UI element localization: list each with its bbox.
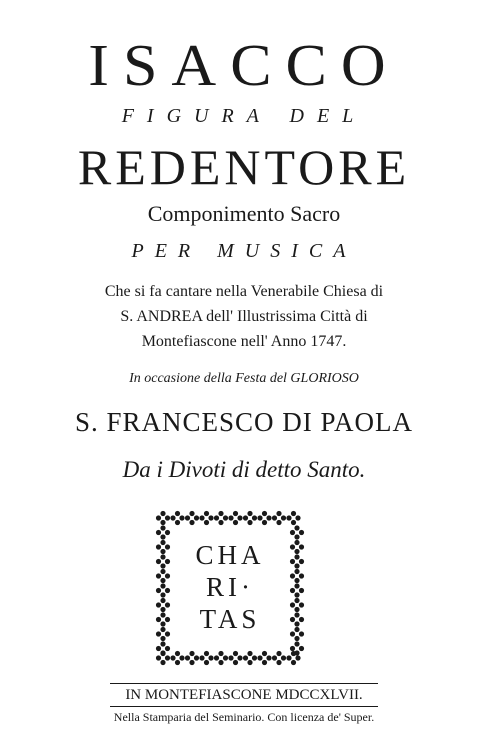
imprint-rule-middle <box>110 706 378 707</box>
occasion-line: In occasione della Festa del GLORIOSO <box>129 371 359 386</box>
fleuron-icon <box>185 651 199 665</box>
body-line-3: Montefiascone nell' Anno 1747. <box>141 333 347 350</box>
subtitle-figura: FIGURA DEL <box>121 105 367 127</box>
fleuron-icon <box>156 525 170 539</box>
fleuron-icon <box>214 651 228 665</box>
fleuron-icon <box>243 511 257 525</box>
genre-line: Componimento Sacro <box>147 201 341 226</box>
emblem-line-3: TAS <box>199 604 261 634</box>
imprint-place: IN MONTEFIASCONE MDCCXLVII. <box>125 687 363 703</box>
fleuron-icon <box>257 651 271 665</box>
emblem-line-2: RI· <box>206 572 254 602</box>
fleuron-icon <box>272 511 286 525</box>
body-line-2: S. ANDREA dell' Illustrissima Città di <box>120 308 368 325</box>
saint-name: S. FRANCESCO DI PAOLA <box>74 407 414 437</box>
fleuron-icon <box>156 511 170 525</box>
fleuron-icon <box>185 511 199 525</box>
fleuron-icon <box>199 651 213 665</box>
charitas-emblem <box>155 510 305 666</box>
fleuron-icon <box>199 511 213 525</box>
fleuron-icon <box>170 651 184 665</box>
fleuron-icon <box>170 511 184 525</box>
fleuron-icon <box>290 525 304 539</box>
fleuron-icon <box>214 511 228 525</box>
fleuron-icon <box>228 511 242 525</box>
devotees-line: Da i Divoti di detto Santo. <box>122 457 366 482</box>
main-title-redentore: REDENTORE <box>77 139 411 195</box>
per-musica-line: PER MUSICA <box>131 240 357 262</box>
fleuron-icon <box>286 511 300 525</box>
fleuron-icon <box>243 651 257 665</box>
main-title: ISACCO <box>88 33 400 99</box>
fleuron-icon <box>228 651 242 665</box>
fleuron-icon <box>257 511 271 525</box>
body-line-1: Che si fa cantare nella Venerabile Chiesa di <box>104 283 384 300</box>
emblem-line-1: CHA <box>195 540 265 570</box>
fleuron-icon <box>272 651 286 665</box>
fleuron-icon <box>156 641 170 655</box>
imprint-printer: Nella Stamparia del Seminario. Con licenza de' Super. <box>113 710 375 724</box>
imprint-rule-top <box>110 683 378 684</box>
